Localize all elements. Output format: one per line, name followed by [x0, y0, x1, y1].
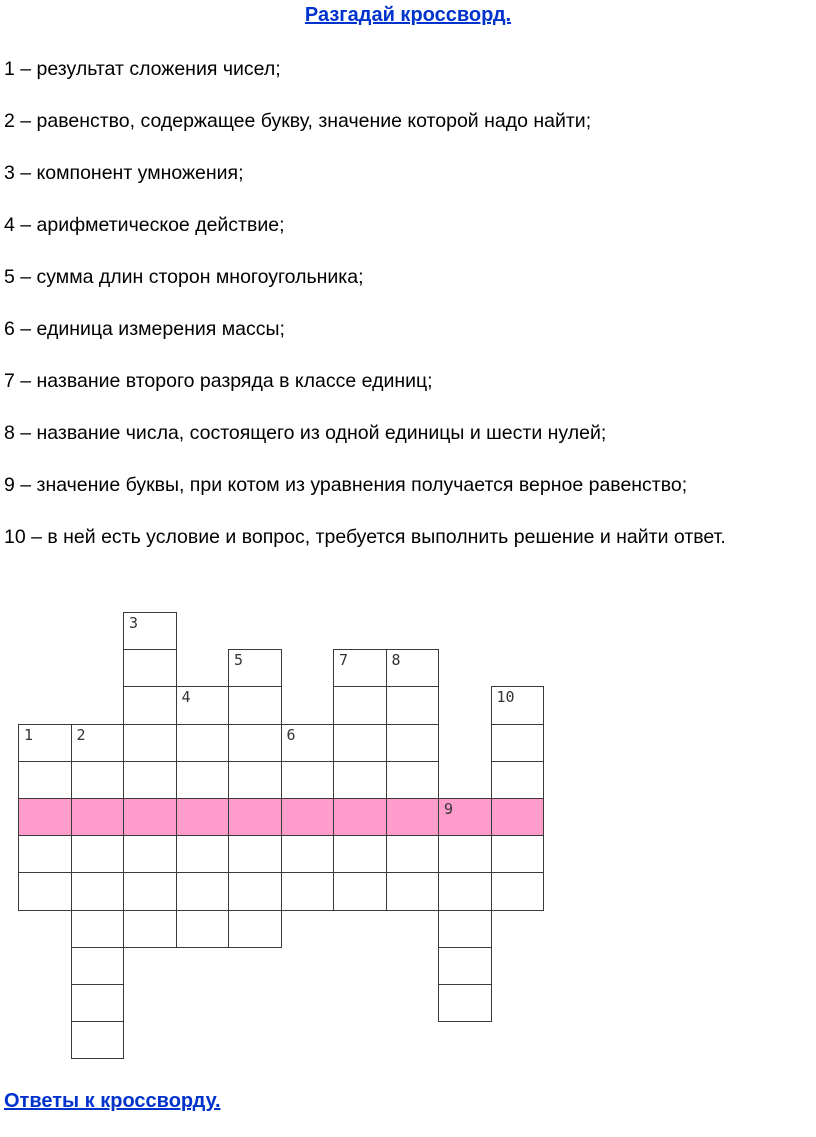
crossword-cell[interactable]: [333, 686, 387, 724]
clue-5: 5 – сумма длин сторон многоугольника;: [4, 266, 364, 288]
crossword-cell[interactable]: [491, 761, 545, 799]
cell-number: 6: [286, 725, 296, 744]
clue-10: 10 – в ней есть условие и вопрос, требуется выполнить решение и найти ответ.: [4, 526, 726, 548]
crossword-cell[interactable]: [333, 835, 387, 873]
crossword-cell[interactable]: [228, 724, 282, 762]
crossword-cell[interactable]: [71, 798, 125, 836]
crossword-cell[interactable]: [123, 612, 177, 650]
crossword-cell[interactable]: [71, 1021, 125, 1059]
cell-number: 5: [234, 651, 244, 670]
crossword-cell[interactable]: [228, 649, 282, 687]
crossword-cell[interactable]: [281, 872, 335, 910]
crossword-cell[interactable]: [18, 835, 72, 873]
cell-number: 9: [444, 800, 454, 818]
crossword-cell[interactable]: [386, 724, 440, 762]
clue-3: 3 – компонент умножения;: [4, 162, 244, 184]
crossword-cell[interactable]: [386, 686, 440, 724]
crossword-cell[interactable]: [491, 686, 545, 724]
crossword-cell[interactable]: [491, 872, 545, 910]
page-title[interactable]: Разгадай кроссворд.: [304, 4, 512, 26]
crossword-cell[interactable]: [18, 872, 72, 910]
crossword-cell[interactable]: [438, 798, 492, 836]
cell-number: 7: [339, 651, 349, 670]
crossword-cell[interactable]: [438, 947, 492, 985]
crossword-cell[interactable]: [491, 724, 545, 762]
crossword-cell[interactable]: [228, 910, 282, 948]
crossword-cell[interactable]: [18, 798, 72, 836]
crossword-cell[interactable]: [176, 835, 230, 873]
crossword-cell[interactable]: [176, 761, 230, 799]
crossword-cell[interactable]: [123, 761, 177, 799]
crossword-cell[interactable]: [386, 872, 440, 910]
clue-8: 8 – название числа, состоящего из одной единицы и шести нулей;: [4, 422, 607, 444]
crossword-cell[interactable]: [281, 724, 335, 762]
crossword-cell[interactable]: [491, 798, 545, 836]
crossword-cell[interactable]: [71, 724, 125, 762]
crossword-cell[interactable]: [333, 798, 387, 836]
crossword-cell[interactable]: [333, 872, 387, 910]
crossword-cell[interactable]: [491, 835, 545, 873]
crossword-cell[interactable]: [228, 835, 282, 873]
crossword-cell[interactable]: [123, 835, 177, 873]
crossword-cell[interactable]: [228, 798, 282, 836]
answers-link[interactable]: Ответы к кроссворду.: [4, 1090, 221, 1112]
crossword-cell[interactable]: [386, 649, 440, 687]
crossword-cell[interactable]: [333, 724, 387, 762]
crossword-cell[interactable]: [71, 910, 125, 948]
cell-number: 8: [391, 651, 401, 670]
clue-7: 7 – название второго разряда в классе единиц;: [4, 370, 433, 392]
crossword-cell[interactable]: [386, 835, 440, 873]
crossword-cell[interactable]: [71, 835, 125, 873]
crossword-cell[interactable]: [281, 761, 335, 799]
crossword-cell[interactable]: [438, 910, 492, 948]
crossword-cell[interactable]: [386, 798, 440, 836]
crossword-cell[interactable]: [176, 798, 230, 836]
crossword-cell[interactable]: [71, 761, 125, 799]
crossword-cell[interactable]: [123, 649, 177, 687]
crossword-cell[interactable]: [333, 649, 387, 687]
crossword-cell[interactable]: [71, 872, 125, 910]
cell-number: 2: [76, 725, 86, 744]
clue-4: 4 – арифметическое действие;: [4, 214, 285, 236]
crossword-cell[interactable]: [176, 724, 230, 762]
clue-2: 2 – равенство, содержащее букву, значение которой надо найти;: [4, 110, 592, 132]
clue-1: 1 – результат сложения чисел;: [4, 58, 281, 80]
clue-6: 6 – единица измерения массы;: [4, 318, 285, 340]
crossword-cell[interactable]: [438, 835, 492, 873]
crossword-cell[interactable]: [176, 910, 230, 948]
clue-9: 9 – значение буквы, при котом из уравнения получается верное равенство;: [4, 474, 688, 496]
crossword-cell[interactable]: [438, 872, 492, 910]
crossword-cell[interactable]: [281, 798, 335, 836]
crossword-cell[interactable]: [123, 724, 177, 762]
crossword-cell[interactable]: [333, 761, 387, 799]
crossword-cell[interactable]: [71, 984, 125, 1022]
crossword-cell[interactable]: [123, 798, 177, 836]
crossword-cell[interactable]: [18, 761, 72, 799]
crossword-cell[interactable]: [386, 761, 440, 799]
crossword-cell[interactable]: [123, 910, 177, 948]
crossword-cell[interactable]: [228, 686, 282, 724]
crossword-cell[interactable]: [228, 761, 282, 799]
crossword-cell[interactable]: [71, 947, 125, 985]
cell-number: 3: [129, 614, 139, 632]
cell-number: 10: [496, 688, 515, 707]
crossword-cell[interactable]: [123, 686, 177, 724]
cell-number: 4: [181, 688, 191, 707]
cell-number: 1: [24, 725, 34, 744]
crossword-cell[interactable]: [176, 872, 230, 910]
crossword-cell[interactable]: [228, 872, 282, 910]
crossword-cell[interactable]: [123, 872, 177, 910]
crossword-cell[interactable]: [18, 724, 72, 762]
crossword-cell[interactable]: [281, 835, 335, 873]
crossword-cell[interactable]: [176, 686, 230, 724]
crossword-cell[interactable]: [438, 984, 492, 1022]
